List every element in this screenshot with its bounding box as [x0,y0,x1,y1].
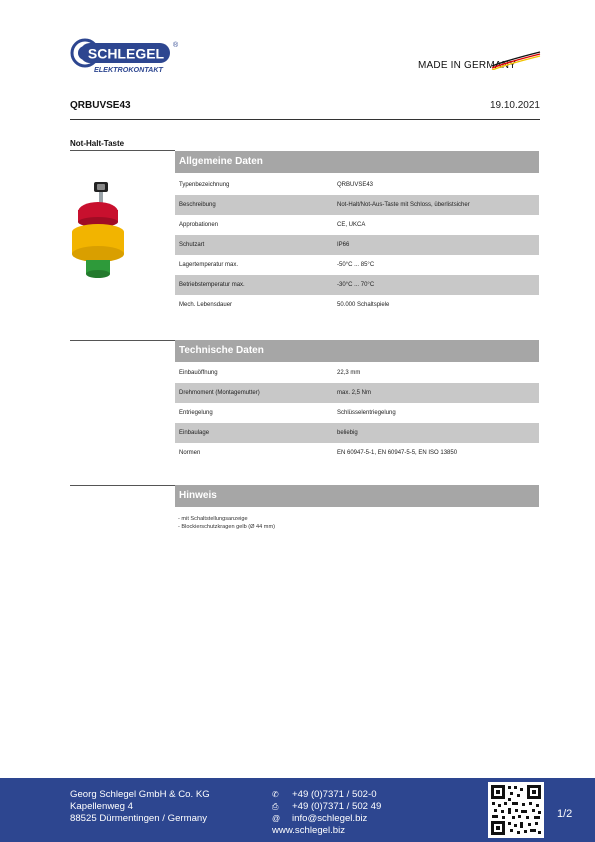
footer [0,778,595,842]
divider [70,150,175,151]
company-street: Kapellenweg 4 [70,801,133,812]
table-row: Mech. Lebensdauer 50.000 Schaltspiele [179,302,390,308]
table-row: Beschreibung Not-Halt/Not-Aus-Taste mit Schloss, überlistsicher [175,195,539,215]
phone-icon: ✆ [272,790,279,799]
table-row: Typenbezeichnung QRBUVSE43 [179,182,374,188]
company-city: 88525 Dürmentingen / Germany [70,813,208,824]
divider [70,340,175,341]
website-link[interactable]: www.schlegel.biz [272,825,346,836]
notice-text [178,515,275,531]
fax-icon: ⎙ [272,802,279,811]
logo-tagline: ELEKTROKONTAKT [94,65,163,74]
made-in-germany: MADE IN GERMANY [418,60,517,71]
table-row: Entriegelung Schlüsselentriegelung [179,410,396,416]
qr-code-icon [488,782,544,838]
registered-mark: ® [173,42,179,49]
company-name: Georg Schlegel GmbH & Co. KG [70,789,210,800]
table-row: Einbauöffnung 22,3 mm [179,370,361,376]
section-technical-title: Technische Daten [175,340,539,362]
email-link[interactable]: info@schlegel.biz [292,813,368,824]
document-date: 19.10.2021 [489,100,540,111]
product-type-label: Not-Halt-Taste [70,139,125,148]
company-address [70,789,210,825]
phone-number[interactable]: +49 (0)7371 / 502-0 [292,789,377,800]
table-row: Lagertemperatur max. -50°C ... 85°C [179,262,375,268]
article-number: QRBUVSE43 [70,100,131,111]
section-notice-title: Hinweis [175,485,539,507]
fax-number[interactable]: +49 (0)7371 / 502 49 [292,801,382,812]
germany-flag-swoosh-icon [490,50,542,70]
page-number: 1/2 [557,808,573,820]
logo-wordmark: SCHLEGEL [87,45,165,62]
table-row: Schutzart IP66 [175,235,539,255]
general-data-table [175,175,539,315]
table-row: Betriebstemperatur max. -30°C ... 70°C [175,275,539,295]
table-row: Drehmoment (Montagemutter) max. 2,5 Nm [175,383,539,403]
notice-line: - Blockierschutzkragen gelb (Ø 44 mm) [178,524,275,530]
schlegel-logo [70,38,190,74]
emergency-stop-button-image [66,180,128,280]
company-contact [272,789,381,837]
table-row: Approbationen CE, UKCA [179,222,366,228]
section-general-title: Allgemeine Daten [175,151,539,173]
divider [70,485,175,486]
document-header [70,100,540,120]
notice-line: - mit Schaltstellungsanzeige [178,516,248,522]
table-row: Normen EN 60947-5-1, EN 60947-5-5, EN ISO 13850 [179,450,458,456]
technical-data-table [175,363,539,463]
table-row: Einbaulage beliebig [175,423,539,443]
at-icon: @ [272,814,281,823]
